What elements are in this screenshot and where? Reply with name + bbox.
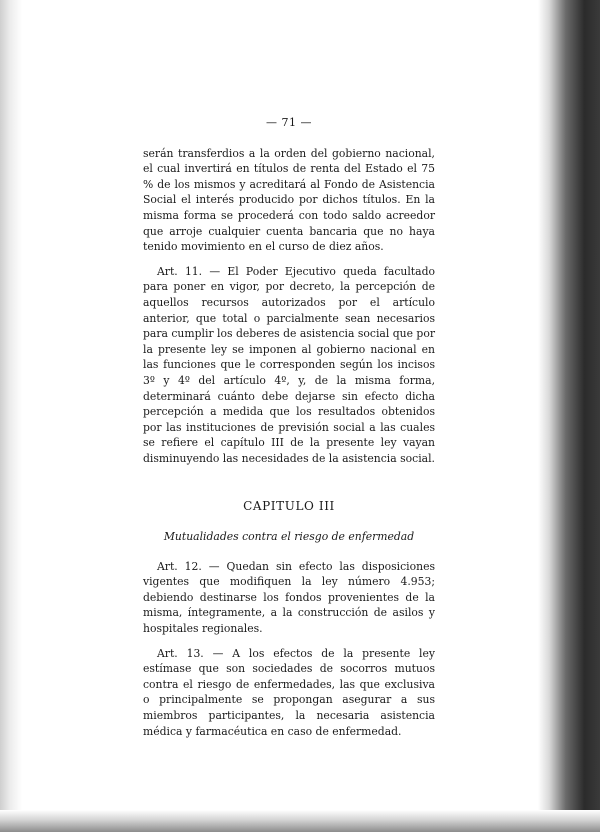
article-12-paragraph: Art. 12. — Quedan sin efecto las disposiciones vigentes que modifiquen la ley número 4.953; debiendo destinarse los fondos provenientes de la misma, íntegramente, a la construcción de asilos y hospitales regionales. (143, 559, 435, 636)
page-number: — 71 — (266, 116, 312, 129)
article-11-paragraph: Art. 11. — El Poder Ejecutivo queda facultado para poner en vigor, por decreto, la percepción de aquellos recursos autorizados por el artículo anterior, que total o parcialmente sean necesarios para cumplir los deberes de asistencia social que por la presente ley se imponen al gobierno nacional en las funciones que le corresponden según los incisos 3º y 4º del artículo 4º, y, de la misma forma, determinará cuánto debe dejarse sin efecto dicha percepción a medida que los resultados obtenidos por las instituciones de previsión social a las cuales se refiere el capítulo III de la presente ley vayan disminuyendo las necesidades de la asistencia social. (143, 264, 435, 465)
scan-shadow-left (0, 0, 22, 832)
paragraph-gap (143, 637, 435, 646)
scan-shadow-bottom (0, 810, 600, 832)
chapter-gap (143, 466, 435, 499)
scan-shadow-right (538, 0, 600, 832)
section-title: Mutualidades contra el riesgo de enfermedad (163, 530, 415, 544)
paragraph-continuation: serán transferdios a la orden del gobierno nacional, el cual invertirá en títulos de renta del Estado el 75 % de los mismos y acreditará al Fondo de Asistencia Social el interés producido por dichos títulos. En la misma forma se procederá con todo saldo acreedor que arroje cualquier cuenta bancaria que no haya tenido movimiento en el curso de diez años. (143, 146, 435, 254)
article-13-paragraph: Art. 13. — A los efectos de la presente ley estímase que son sociedades de socorros mutuos contra el riesgo de enfermedades, las que exclusiva o principalmente se propongan asegurar a sus miembros participantes, la necesaria asistencia médica y farmacéutica en caso de enfermedad. (143, 646, 435, 738)
document-page (143, 115, 435, 739)
chapter-title: CAPITULO III (243, 499, 335, 514)
paragraph-gap (143, 255, 435, 264)
